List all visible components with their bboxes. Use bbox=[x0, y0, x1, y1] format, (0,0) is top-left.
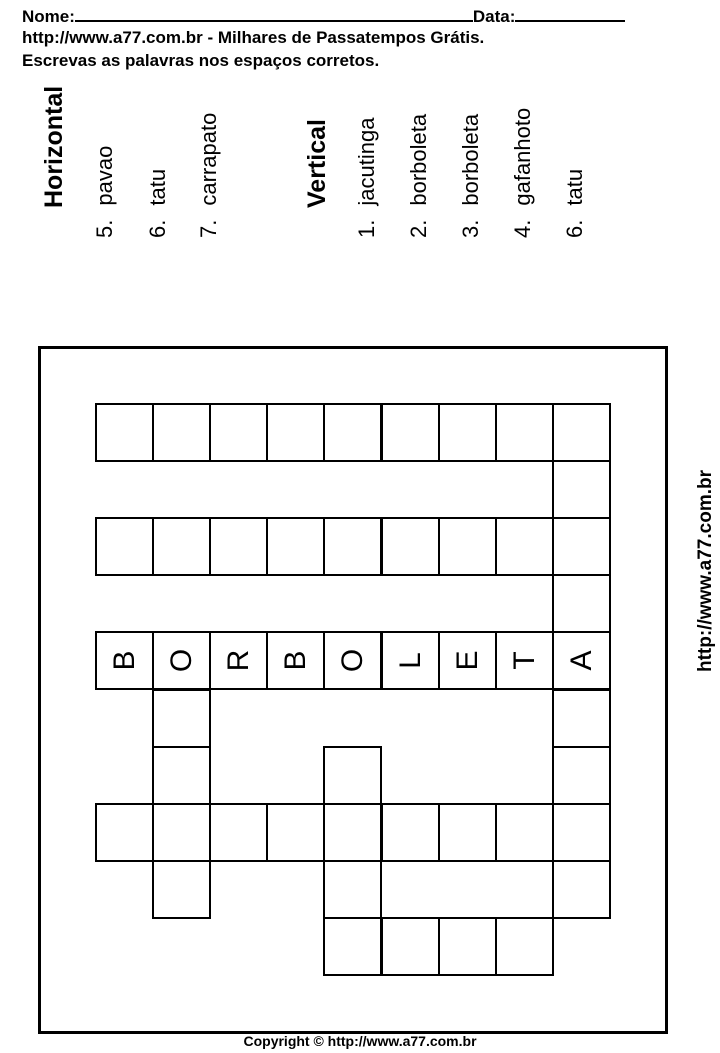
grid-cell[interactable] bbox=[152, 860, 211, 919]
clue-number: 6. bbox=[145, 219, 170, 238]
grid-cell[interactable] bbox=[323, 917, 382, 976]
clue-vertical-1 bbox=[352, 118, 382, 238]
grid-cell[interactable] bbox=[95, 517, 154, 576]
clue-horizontal-7 bbox=[194, 113, 224, 238]
grid-cell[interactable] bbox=[266, 517, 325, 576]
copyright: Copyright © http://www.a77.com.br bbox=[243, 1033, 477, 1049]
side-url: http://www.a77.com.br bbox=[695, 470, 716, 672]
grid-cell[interactable] bbox=[152, 403, 211, 462]
grid-cell[interactable] bbox=[552, 403, 611, 462]
grid-cell[interactable] bbox=[552, 574, 611, 633]
grid-cell[interactable] bbox=[438, 803, 497, 862]
grid-cell[interactable] bbox=[323, 403, 382, 462]
grid-cell[interactable] bbox=[381, 517, 440, 576]
name-date-line bbox=[22, 4, 625, 27]
clue-number: 7. bbox=[196, 219, 221, 238]
grid-cell[interactable] bbox=[438, 403, 497, 462]
grid-cell[interactable] bbox=[95, 803, 154, 862]
grid-cell[interactable] bbox=[209, 403, 268, 462]
grid-cell[interactable] bbox=[266, 803, 325, 862]
grid-cell[interactable] bbox=[266, 403, 325, 462]
horizontal-title: Horizontal bbox=[40, 85, 68, 208]
grid-letter: O bbox=[335, 649, 369, 673]
grid-cell[interactable] bbox=[152, 517, 211, 576]
grid-cell[interactable] bbox=[495, 917, 554, 976]
clue-word: pavao bbox=[92, 145, 117, 206]
grid-cell[interactable] bbox=[552, 746, 611, 805]
grid-cell[interactable] bbox=[152, 803, 211, 862]
clue-number: 6. bbox=[562, 219, 587, 238]
data-label: Data: bbox=[472, 7, 516, 26]
grid-letter: A bbox=[564, 650, 598, 671]
grid-letter: R bbox=[221, 650, 255, 672]
instruction-line: Escrevas as palavras nos espaços corretos. bbox=[22, 51, 380, 70]
grid-cell[interactable] bbox=[495, 403, 554, 462]
grid-cell[interactable] bbox=[495, 803, 554, 862]
grid-cell[interactable] bbox=[381, 917, 440, 976]
clue-word: gafanhoto bbox=[510, 107, 535, 206]
grid-cell[interactable] bbox=[209, 803, 268, 862]
grid-cell[interactable] bbox=[323, 803, 382, 862]
clue-number: 1. bbox=[354, 219, 379, 238]
clue-word: tatu bbox=[145, 168, 170, 206]
clue-word: borboleta bbox=[458, 113, 483, 206]
grid-cell[interactable] bbox=[381, 403, 440, 462]
grid-cell[interactable] bbox=[323, 746, 382, 805]
date-field[interactable] bbox=[515, 4, 625, 22]
grid-cell[interactable] bbox=[152, 689, 211, 748]
clue-word: jacutinga bbox=[354, 117, 379, 206]
clue-word: tatu bbox=[562, 168, 587, 206]
clue-number: 5. bbox=[92, 219, 117, 238]
clue-horizontal-6 bbox=[143, 169, 173, 238]
clue-word: borboleta bbox=[406, 113, 431, 206]
grid-cell[interactable] bbox=[323, 517, 382, 576]
grid-cell[interactable] bbox=[552, 860, 611, 919]
grid-letter: L bbox=[393, 652, 426, 670]
clue-number: 2. bbox=[406, 219, 431, 238]
clue-number: 4. bbox=[510, 219, 535, 238]
grid-cell[interactable] bbox=[438, 517, 497, 576]
grid-cell[interactable] bbox=[552, 803, 611, 862]
grid-cell[interactable] bbox=[381, 803, 440, 862]
clue-vertical-4 bbox=[508, 108, 538, 238]
clue-vertical-3 bbox=[456, 114, 486, 238]
grid-cell[interactable] bbox=[323, 860, 382, 919]
vertical-title: Vertical bbox=[303, 119, 331, 208]
site-line: http://www.a77.com.br - Milhares de Passatempos Grátis. bbox=[22, 28, 485, 47]
grid-letter: B bbox=[107, 650, 141, 671]
grid-letter: E bbox=[450, 650, 484, 671]
clue-number: 3. bbox=[458, 219, 483, 238]
grid-cell[interactable] bbox=[495, 517, 554, 576]
grid-cell[interactable] bbox=[552, 689, 611, 748]
grid-letter: T bbox=[507, 651, 541, 671]
clue-horizontal-5 bbox=[90, 146, 120, 238]
grid-letter: B bbox=[278, 650, 312, 671]
grid-cell[interactable] bbox=[552, 460, 611, 519]
clue-word: carrapato bbox=[196, 112, 221, 206]
grid-cell[interactable] bbox=[95, 403, 154, 462]
name-field[interactable] bbox=[75, 4, 473, 22]
nome-label: Nome: bbox=[22, 7, 75, 26]
grid-cell[interactable] bbox=[209, 517, 268, 576]
clue-vertical-2 bbox=[404, 114, 434, 238]
grid-letter: O bbox=[164, 649, 198, 673]
grid-cell[interactable] bbox=[552, 517, 611, 576]
clue-vertical-6 bbox=[560, 169, 590, 238]
grid-cell[interactable] bbox=[152, 746, 211, 805]
grid-cell[interactable] bbox=[438, 917, 497, 976]
